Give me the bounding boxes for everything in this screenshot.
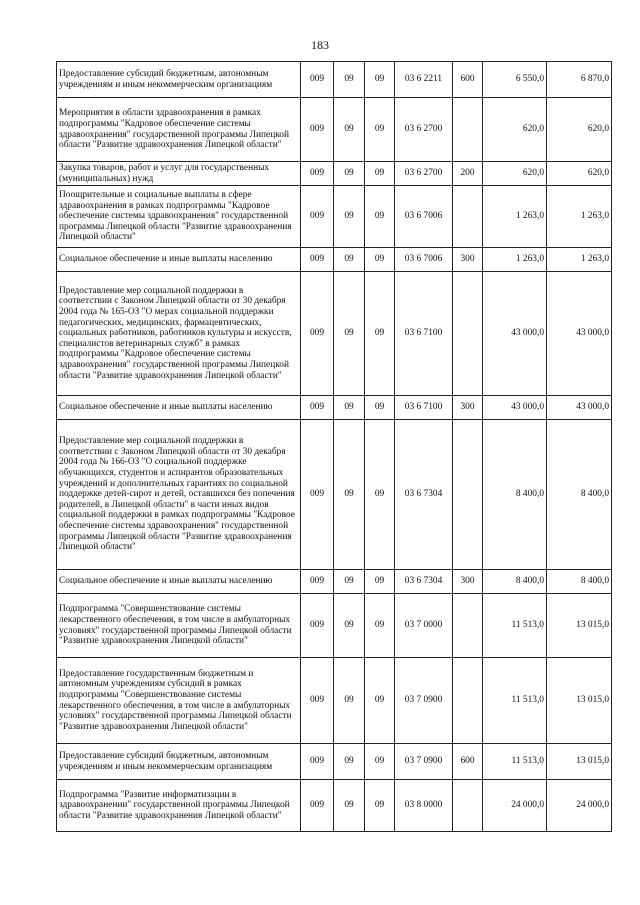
subsection-code: 09 [365, 658, 395, 744]
section-code: 09 [334, 744, 365, 780]
ministry-code: 009 [301, 570, 334, 594]
row-name: Предоставление мер социальной поддержки в соответствии с Законом Липецкой области от 30 декабря 2004 года № 166-ОЗ "О социальной поддержке обучающихся, студентов и аспирантов образовательных учреждений и дополнительных гарантиях по социальной поддержке детей-сирот и детей, оставшихся без попечения родителей, в Липецкой области" в части иных видов социальной поддержки в рамках подпрограммы "Кадровое обеспечение системы здравоохранения" государственной программы Липецкой области "Развитие здравоохранения Липецкой области" [57, 420, 301, 570]
target-article-code: 03 7 0900 [395, 658, 453, 744]
table-row [57, 658, 612, 744]
row-name: Подпрограмма "Совершенствование системы лекарственного обеспечения, в том числе в амбулаторных условиях" государственной программы Липецкой области "Развитие здравоохранения Липецкой области" [57, 594, 301, 658]
table-row [57, 62, 612, 98]
section-code: 09 [334, 272, 365, 396]
expense-type-code [453, 594, 483, 658]
ministry-code: 009 [301, 744, 334, 780]
section-code: 09 [334, 62, 365, 98]
amount-year-1: 620,0 [483, 98, 547, 162]
target-article-code: 03 6 7006 [395, 248, 453, 272]
section-code: 09 [334, 420, 365, 570]
expense-type-code: 300 [453, 396, 483, 420]
amount-year-1: 8 400,0 [483, 420, 547, 570]
table-row [57, 570, 612, 594]
expense-type-code: 200 [453, 162, 483, 186]
page-number: 183 [311, 38, 329, 52]
amount-year-1: 8 400,0 [483, 570, 547, 594]
table-row [57, 780, 612, 832]
expense-type-code [453, 658, 483, 744]
amount-year-2: 8 400,0 [547, 570, 612, 594]
ministry-code: 009 [301, 248, 334, 272]
amount-year-1: 11 513,0 [483, 658, 547, 744]
ministry-code: 009 [301, 162, 334, 186]
row-name: Предоставление субсидий бюджетным, автономным учреждениям и иным некоммерческим организациям [57, 62, 301, 98]
subsection-code: 09 [365, 396, 395, 420]
table-row [57, 744, 612, 780]
expense-type-code: 600 [453, 744, 483, 780]
section-code: 09 [334, 658, 365, 744]
section-code: 09 [334, 780, 365, 832]
target-article-code: 03 6 7304 [395, 570, 453, 594]
ministry-code: 009 [301, 98, 334, 162]
target-article-code: 03 6 2700 [395, 162, 453, 186]
target-article-code: 03 6 7100 [395, 272, 453, 396]
amount-year-1: 620,0 [483, 162, 547, 186]
row-name: Закупка товаров, работ и услуг для государственных (муниципальных) нужд [57, 162, 301, 186]
ministry-code: 009 [301, 780, 334, 832]
expense-type-code [453, 780, 483, 832]
target-article-code: 03 8 0000 [395, 780, 453, 832]
amount-year-1: 24 000,0 [483, 780, 547, 832]
amount-year-1: 1 263,0 [483, 248, 547, 272]
amount-year-2: 8 400,0 [547, 420, 612, 570]
expense-type-code [453, 272, 483, 396]
table-row [57, 420, 612, 570]
expense-type-code [453, 420, 483, 570]
expense-type-code: 300 [453, 570, 483, 594]
expense-type-code [453, 186, 483, 248]
amount-year-1: 43 000,0 [483, 272, 547, 396]
amount-year-1: 11 513,0 [483, 744, 547, 780]
amount-year-2: 13 015,0 [547, 744, 612, 780]
amount-year-2: 24 000,0 [547, 780, 612, 832]
subsection-code: 09 [365, 162, 395, 186]
section-code: 09 [334, 186, 365, 248]
ministry-code: 009 [301, 186, 334, 248]
section-code: 09 [334, 570, 365, 594]
ministry-code: 009 [301, 396, 334, 420]
amount-year-1: 43 000,0 [483, 396, 547, 420]
section-code: 09 [334, 248, 365, 272]
amount-year-2: 43 000,0 [547, 272, 612, 396]
section-code: 09 [334, 396, 365, 420]
ministry-code: 009 [301, 272, 334, 396]
amount-year-2: 620,0 [547, 98, 612, 162]
table-row [57, 162, 612, 186]
amount-year-1: 1 263,0 [483, 186, 547, 248]
row-name: Предоставление государственным бюджетным и автономным учреждениям субсидий в рамках подпрограммы "Совершенствование системы лекарственного обеспечения, в том числе в амбулаторных условиях" государственной программы Липецкой области "Развитие здравоохранения Липецкой области" [57, 658, 301, 744]
amount-year-1: 6 550,0 [483, 62, 547, 98]
amount-year-2: 1 263,0 [547, 248, 612, 272]
row-name: Социальное обеспечение и иные выплаты населению [57, 248, 301, 272]
amount-year-2: 1 263,0 [547, 186, 612, 248]
section-code: 09 [334, 98, 365, 162]
subsection-code: 09 [365, 780, 395, 832]
target-article-code: 03 7 0900 [395, 744, 453, 780]
subsection-code: 09 [365, 570, 395, 594]
table-row [57, 98, 612, 162]
row-name: Социальное обеспечение и иные выплаты населению [57, 396, 301, 420]
table-row [57, 594, 612, 658]
subsection-code: 09 [365, 594, 395, 658]
subsection-code: 09 [365, 420, 395, 570]
target-article-code: 03 7 0000 [395, 594, 453, 658]
subsection-code: 09 [365, 744, 395, 780]
amount-year-2: 6 870,0 [547, 62, 612, 98]
expense-type-code [453, 98, 483, 162]
table-row [57, 396, 612, 420]
target-article-code: 03 6 2211 [395, 62, 453, 98]
subsection-code: 09 [365, 62, 395, 98]
target-article-code: 03 6 2700 [395, 98, 453, 162]
ministry-code: 009 [301, 62, 334, 98]
amount-year-2: 13 015,0 [547, 594, 612, 658]
row-name: Поощрительные и социальные выплаты в сфере здравоохранения в рамках подпрограммы "Кадровое обеспечение системы здравоохранения" государственной программы Липецкой области "Развитие здравоохранения Липецкой области" [57, 186, 301, 248]
target-article-code: 03 6 7304 [395, 420, 453, 570]
ministry-code: 009 [301, 420, 334, 570]
subsection-code: 09 [365, 272, 395, 396]
row-name: Предоставление мер социальной поддержки в соответствии с Законом Липецкой области от 30 декабря 2004 года № 165-ОЗ "О мерах социальной поддержки педагогических, медицинских, фармацевтических, социальных работников, работников культуры и искусств, специалистов ветеринарных служб" в рамках подпрограммы "Кадровое обеспечение системы здравоохранения" государственной программы Липецкой области "Развитие здравоохранения Липецкой области" [57, 272, 301, 396]
table-row [57, 248, 612, 272]
amount-year-2: 43 000,0 [547, 396, 612, 420]
row-name: Предоставление субсидий бюджетным, автономным учреждениям и иным некоммерческим организациям [57, 744, 301, 780]
target-article-code: 03 6 7006 [395, 186, 453, 248]
amount-year-2: 620,0 [547, 162, 612, 186]
ministry-code: 009 [301, 594, 334, 658]
row-name: Мероприятия в области здравоохранения в рамках подпрограммы "Кадровое обеспечение системы здравоохранения" государственной программы Липецкой области "Развитие здравоохранения Липецкой области" [57, 98, 301, 162]
row-name: Социальное обеспечение и иные выплаты населению [57, 570, 301, 594]
section-code: 09 [334, 594, 365, 658]
target-article-code: 03 6 7100 [395, 396, 453, 420]
expense-type-code: 600 [453, 62, 483, 98]
subsection-code: 09 [365, 186, 395, 248]
budget-table [56, 61, 612, 832]
section-code: 09 [334, 162, 365, 186]
expense-type-code: 300 [453, 248, 483, 272]
amount-year-1: 11 513,0 [483, 594, 547, 658]
subsection-code: 09 [365, 248, 395, 272]
ministry-code: 009 [301, 658, 334, 744]
row-name: Подпрограмма "Развитие информатизации в здравоохранении" государственной программы Липецкой области "Развитие здравоохранения Липецкой области" [57, 780, 301, 832]
subsection-code: 09 [365, 98, 395, 162]
table-row [57, 186, 612, 248]
table-row [57, 272, 612, 396]
amount-year-2: 13 015,0 [547, 658, 612, 744]
table-body [57, 62, 612, 832]
